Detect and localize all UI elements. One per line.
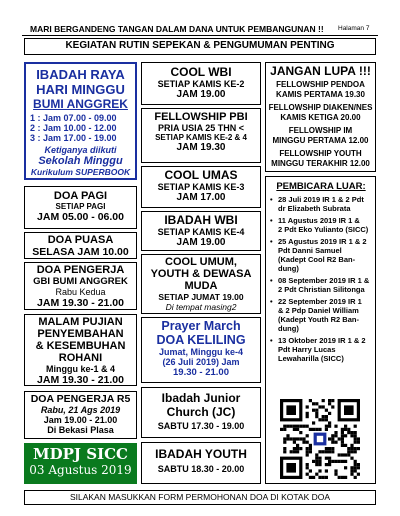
jangan-lupa-item-time: MINGGU TERAKHIR 12.00 <box>271 158 370 168</box>
cool-umum-box <box>141 254 261 314</box>
doa-puasa-sub: SELASA JAM 10.00 <box>32 246 129 258</box>
prayer-march-box <box>141 317 261 383</box>
malam-pujian-title4: ROHANI <box>58 352 103 364</box>
jangan-lupa-item-name: FELLOWSHIP IM <box>288 126 353 135</box>
jangan-lupa-item <box>266 80 375 99</box>
footer-text: SILAKAN MASUKKAN FORM PERMOHONAN DOA DI KOTAK DOA <box>69 492 331 502</box>
pembicara-box <box>265 176 376 484</box>
speaker-line: 28 Juli 2019 IR 1 & 2 Pdt <box>278 195 364 204</box>
speaker-text <box>278 216 368 234</box>
ibadah-youth-box <box>141 442 261 484</box>
title-bar-text: KEGIATAN RUTIN SEPEKAN & PENGUMUMAN PENTING <box>65 40 335 51</box>
speaker-text <box>278 195 364 213</box>
doa-pagi-time: JAM 05.00 - 06.00 <box>37 211 124 223</box>
speaker-item <box>270 237 372 273</box>
cool-umum-title3: MUDA <box>184 280 218 292</box>
qr-code[interactable] <box>280 399 360 479</box>
ibadah-youth-time: SABTU 18.30 - 20.00 <box>157 464 245 474</box>
bullet-icon: • <box>270 297 273 306</box>
cool-umas-box <box>141 166 261 208</box>
ibadah-junior-box <box>141 387 261 438</box>
fellowship-pbi-sub: PRIA USIA 25 THN < <box>157 123 245 133</box>
speaker-line: dr Elizabeth Subrata <box>278 204 351 213</box>
cool-umas-time: JAM 17.00 <box>176 192 226 203</box>
malam-pujian-title2: PENYEMBAHAN <box>37 328 124 340</box>
cool-umum-title2: YOUTH & DEWASA <box>150 268 252 280</box>
title-bar <box>24 38 376 55</box>
prayer-march-title1: Prayer March <box>161 319 241 333</box>
qr-code-image <box>280 399 360 479</box>
speaker-line: 11 Agustus 2019 IR 1 & <box>278 216 360 225</box>
ibadah-raya-note2: Sekolah Minggu <box>38 155 123 167</box>
cool-wbi-box <box>141 62 261 105</box>
ibadah-raya-box <box>24 62 137 180</box>
doa-pagi-title: DOA PAGI <box>53 190 108 202</box>
speaker-item <box>270 336 372 363</box>
speaker-item <box>270 297 372 333</box>
malam-pujian-sub: Minggu ke-1 & 4 <box>45 364 115 374</box>
doa-pagi-sub: SETIAP PAGI <box>55 202 106 211</box>
ibadah-raya-location: BUMI ANGGREK <box>33 97 128 111</box>
doa-pagi-box <box>24 186 137 229</box>
doa-puasa-title: DOA PUASA <box>47 234 114 246</box>
speaker-text <box>278 237 367 273</box>
cool-umas-sub: SETIAP KAMIS KE-3 <box>157 182 245 192</box>
jangan-lupa-item <box>266 149 375 168</box>
ibadah-raya-curriculum: Kurikulum SUPERBOOK <box>30 167 131 177</box>
ibadah-wbi-title: IBADAH WBI <box>164 213 238 227</box>
doa-pengerja-r5-sub: Rabu, 21 Ags 2019 <box>40 405 121 415</box>
bullet-icon: • <box>270 276 273 285</box>
jangan-lupa-box <box>265 62 376 172</box>
ibadah-wbi-sub: SETIAP KAMIS KE-4 <box>157 227 245 237</box>
prayer-march-sub1: Jumat, Minggu ke-4 <box>158 347 243 357</box>
speaker-line: 25 Agustus 2019 IR 1 & 2 <box>278 237 367 246</box>
prayer-march-title2: DOA KELILING <box>156 333 246 347</box>
cool-umum-sub: SETIAP JUMAT 19.00 <box>158 292 244 302</box>
fellowship-pbi-box <box>141 108 261 163</box>
mdpj-title: MDPJ SICC <box>33 445 128 463</box>
session-2: 2 : Jam 10.00 - 12.00 <box>30 123 117 133</box>
jangan-lupa-item <box>266 103 375 122</box>
speaker-line: (Kadept Youth R2 Ban- <box>278 315 359 324</box>
speaker-line: Pdt Danni Samuel <box>278 246 342 255</box>
speaker-item <box>270 195 372 213</box>
speaker-line: Lewaharilla (SICC) <box>278 354 344 363</box>
page-number: Halaman 7 <box>338 25 370 32</box>
speaker-line: 2 Pdt Christian Silitonga <box>278 285 365 294</box>
bullet-icon: • <box>270 336 273 345</box>
session-1: 1 : Jam 07.00 - 09.00 <box>30 113 117 123</box>
fellowship-pbi-sub2: SETIAP KAMIS KE-2 & 4 <box>155 133 247 142</box>
bullet-icon: • <box>270 216 273 225</box>
fellowship-pbi-time: JAM 19.30 <box>176 142 226 153</box>
speaker-item <box>270 276 372 294</box>
jangan-lupa-item-name: FELLOWSHIP DIAKEN/NES <box>268 103 373 112</box>
jangan-lupa-item-time: KAMIS KETIGA 20.00 <box>280 112 361 122</box>
ibadah-junior-title2: Church (JC) <box>166 405 236 419</box>
jangan-lupa-title: JANGAN LUPA !!! <box>270 64 371 78</box>
doa-pengerja-title: DOA PENGERJA <box>36 264 125 276</box>
mdpj-banner <box>24 443 137 484</box>
ibadah-raya-title2: HARI MINGGU <box>36 82 125 97</box>
doa-pengerja-r5-time: Jam 19.00 - 21.00 <box>43 415 118 425</box>
jangan-lupa-item-name: FELLOWSHIP PENDOA <box>276 80 365 89</box>
cool-wbi-title: COOL WBI <box>170 65 232 79</box>
jangan-lupa-item-time: MINGGU PERTAMA 12.00 <box>272 135 369 145</box>
speaker-line: dung) <box>278 324 299 333</box>
ibadah-raya-title1: IBADAH RAYA <box>36 67 125 82</box>
speaker-text <box>278 297 362 333</box>
header-motto: MARI BERGANDENG TANGAN DALAM DANA UNTUK PEMBANGUNAN !! <box>30 24 324 34</box>
speaker-line: & 2 Pdp Daniel William <box>278 306 359 315</box>
malam-pujian-time: JAM 19.30 - 21.00 <box>37 374 124 386</box>
speaker-text <box>278 276 369 294</box>
pembicara-title: PEMBICARA LUAR: <box>276 181 366 192</box>
jangan-lupa-item-time: KAMIS PERTAMA 19.30 <box>276 89 365 99</box>
speaker-line: (Kadept Cool R2 Ban- <box>278 255 356 264</box>
malam-pujian-box <box>24 314 137 386</box>
speaker-line: Pdt Harry Lucas <box>278 345 336 354</box>
doa-pengerja-box <box>24 262 137 310</box>
session-3: 3 : Jam 17.00 - 19.00 <box>30 133 117 143</box>
malam-pujian-title3: & KESEMBUHAN <box>35 340 126 352</box>
speaker-line: 08 September 2019 IR 1 & <box>278 276 370 285</box>
doa-puasa-box <box>24 232 137 259</box>
speaker-item <box>270 216 372 234</box>
doa-pengerja-sub2: Rabu Kedua <box>55 287 106 297</box>
speaker-line: dung) <box>278 264 299 273</box>
mdpj-date: 03 Agustus 2019 <box>29 463 132 477</box>
ibadah-wbi-time: JAM 19.00 <box>176 237 226 248</box>
doa-pengerja-sub: GBI BUMI ANGGREK <box>33 276 128 287</box>
cool-wbi-time: JAM 19.00 <box>176 89 226 100</box>
jangan-lupa-item-name: FELLOWSHIP YOUTH <box>279 149 362 158</box>
bullet-icon: • <box>270 195 273 204</box>
header-rule <box>22 35 378 36</box>
fellowship-pbi-title: FELLOWSHIP PBI <box>154 111 248 123</box>
doa-pengerja-r5-title: DOA PENGERJA R5 <box>30 393 131 405</box>
doa-pengerja-r5-box <box>24 391 137 439</box>
doa-pengerja-r5-place: Di Bekasi Plasa <box>47 425 114 435</box>
doa-pengerja-time: JAM 19.30 - 21.00 <box>37 297 124 309</box>
cool-umas-title: COOL UMAS <box>164 168 238 182</box>
pembicara-list <box>270 195 372 363</box>
speaker-text <box>278 336 366 363</box>
cool-umum-title1: COOL UMUM, <box>165 256 237 268</box>
ibadah-wbi-box <box>141 211 261 251</box>
ibadah-youth-title: IBADAH YOUTH <box>155 447 247 461</box>
bullet-icon: • <box>270 237 273 246</box>
prayer-march-time: 19.30 - 21.00 <box>173 367 229 378</box>
cool-wbi-sub: SETIAP KAMIS KE-2 <box>157 79 245 89</box>
malam-pujian-title: MALAM PUJIAN <box>38 316 123 328</box>
speaker-line: 2 Pdt Eko Yulianto (SICC) <box>278 225 369 234</box>
jangan-lupa-item <box>266 126 375 145</box>
ibadah-raya-note1: Ketiganya diikuti <box>44 145 117 155</box>
ibadah-junior-time: SABTU 17.30 - 19.00 <box>157 421 245 431</box>
prayer-march-sub2: (26 Juli 2019) Jam <box>162 357 240 367</box>
ibadah-junior-title1: Ibadah Junior <box>161 391 241 405</box>
speaker-line: 22 September 2019 IR 1 <box>278 297 362 306</box>
cool-umum-note: Di tempat masing2 <box>165 302 237 312</box>
speaker-line: 13 Oktober 2019 IR 1 & 2 <box>278 336 366 345</box>
footer-box <box>24 490 376 505</box>
